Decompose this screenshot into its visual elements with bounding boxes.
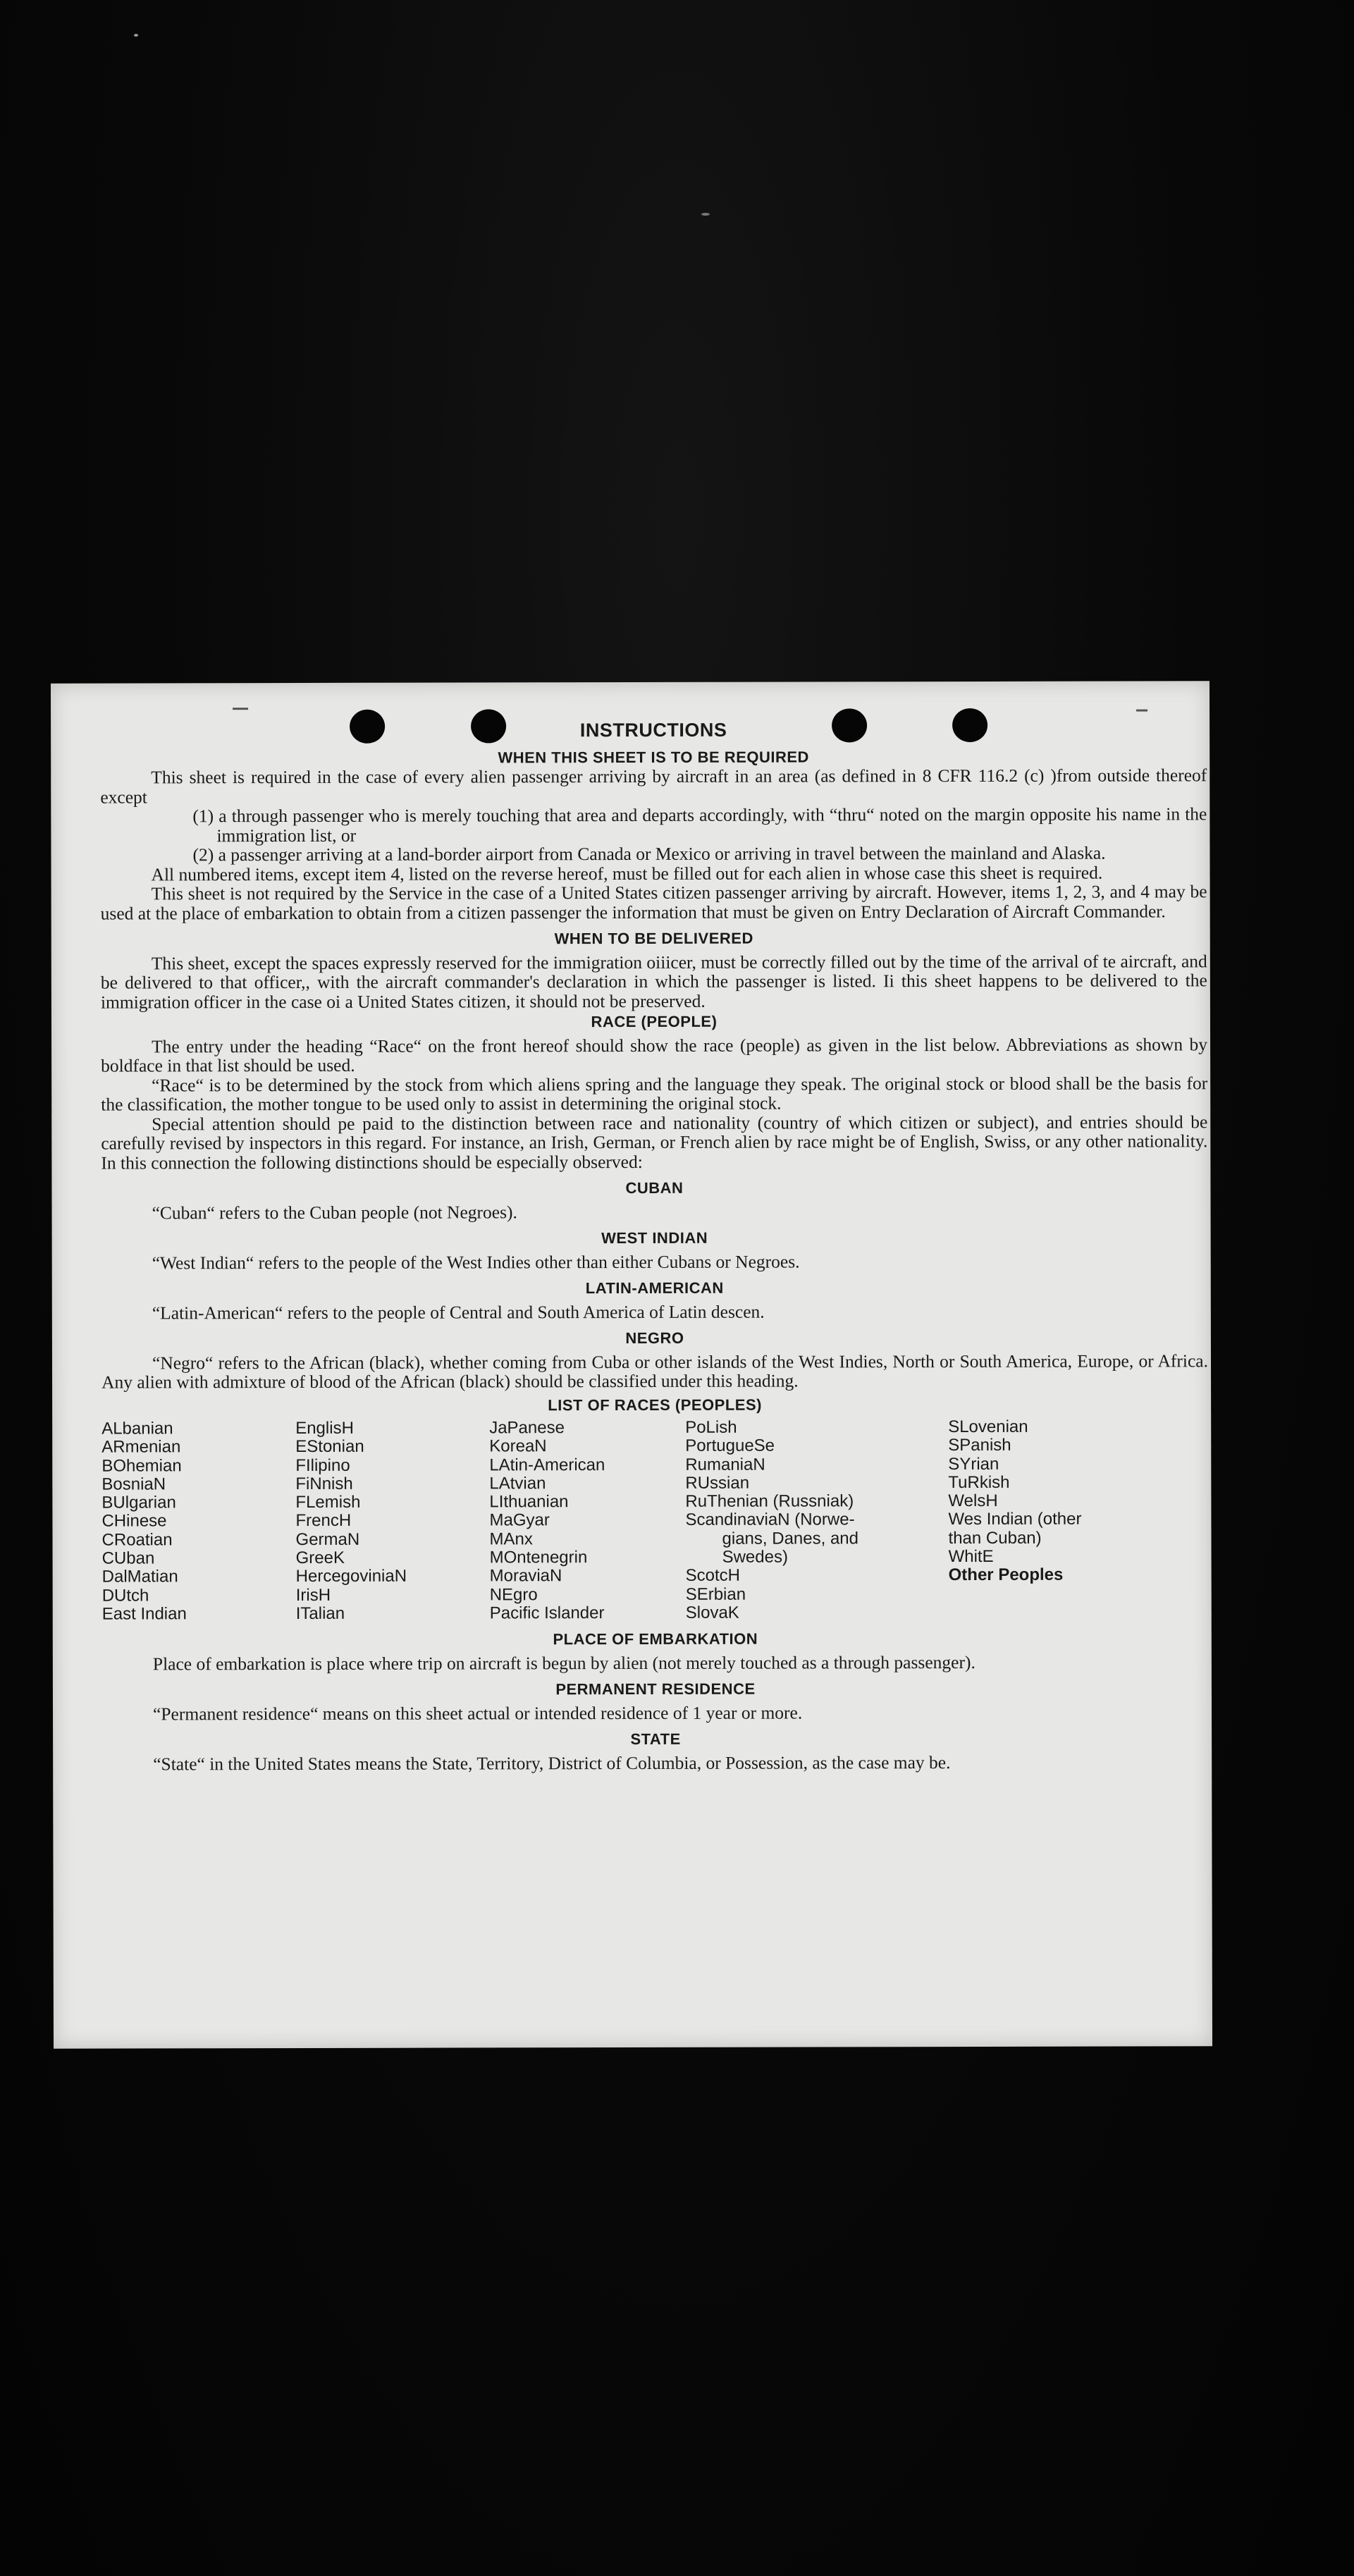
race-entry: NEgro [489,1584,538,1605]
race-entry: SPanish [948,1436,1011,1455]
sheet-title: INSTRUCTIONS [579,719,727,741]
race-entry: Swedes) [722,1547,788,1567]
race-entry: SlovaK [685,1603,739,1622]
heading-state: STATE [630,1730,681,1749]
race-entry: EStonian [295,1437,364,1457]
race-entry: IrisH [295,1585,331,1605]
race-entry: BOhemian [101,1455,182,1476]
race-entry: ARmenian [101,1437,181,1457]
heading-cuban: CUBAN [625,1178,684,1197]
paragraph: Special attention should pe paid to the distinction between race and nationality (country of which citizen or subject), and entries should be carefully revised by inspectors in this regard. For instance, an Irish, German, or French alien by race might be of English, Swiss, or any other nationality. In this connection the following distinctions should be especially observed: [101,1111,1208,1173]
race-entry: BosniaN [101,1474,166,1494]
list-item: (1) a through passenger who is merely touching that area and departs accordingly, with “thru“ noted on the margin opposite his name in the immigration list, or [192,803,1207,846]
scan-mark [1136,709,1147,711]
race-entry: DalMatian [101,1567,178,1586]
heading-list-of-races: LIST OF RACES (PEOPLES) [548,1395,762,1414]
race-entry: KoreaN [489,1436,547,1456]
race-entry: TuRkish [948,1472,1010,1492]
heading-permanent-residence: PERMANENT RESIDENCE [555,1680,756,1699]
race-entry: ITalian [295,1603,345,1623]
race-entry: ScotcH [685,1566,741,1586]
races-column-4 [685,1418,949,1622]
race-entry: than Cuban) [948,1528,1042,1548]
race-entry: East Indian [101,1604,187,1624]
race-entry: gians, Danes, and [722,1529,859,1548]
paragraph: This sheet, except the spaces expressly reserved for the immigration oiiicer, must be correctly filled out by the time of the arrival of te aircraft, and be delivered to that officer,, with the aircraft commander's declaration in which the passenger is listed. Ii this sheet happens to be delivered to the immigration officer in the case oi a United States citizen, it should not be preserved. [100,950,1207,1013]
paragraph: “Race“ is to be determined by the stock from which aliens spring and the language they speak. The original stock or blood shall be the basis for the classification, the mother tongue to be used only to assist in determining the original stock. [101,1072,1208,1115]
race-entry: SLovenian [948,1417,1028,1437]
race-entry: MaGyar [489,1510,550,1530]
scan-mark [233,708,248,710]
race-entry: SYrian [948,1454,999,1474]
paragraph: “Negro“ refers to the African (black), whether coming from Cuba or other islands of the West Indies, North or South America, Europe, or Africa. Any alien with admixture of blood of the African (black) should be classified under this heading. [101,1350,1209,1393]
heading-place-of-embarkation: PLACE OF EMBARKATION [553,1629,758,1648]
race-entry: SErbian [685,1584,746,1604]
race-entry: FIlipino [295,1455,350,1475]
race-entry: JaPanese [489,1418,565,1438]
race-entry: RuThenian (Russniak) [685,1491,854,1512]
heading-negro: NEGRO [625,1329,684,1348]
race-entry: CRoatian [101,1530,173,1550]
race-entry: LIthuanian [489,1492,569,1512]
race-entry: MOntenegrin [489,1548,588,1567]
races-column-1 [101,1419,296,1624]
paragraph: “Latin-American“ refers to the people of Central and South America of Latin descen. [152,1301,765,1323]
race-entry: RUssian [685,1473,750,1493]
race-entry: CHinese [101,1511,167,1532]
race-entry: ScandinaviaN (Norwe- [685,1510,855,1530]
list-item: (2) a passenger arriving at a land-border airport from Canada or Mexico or arriving in travel between the mainland and Alaska. [192,842,1106,865]
paragraph: This sheet is not required by the Service in the case of a United States citizen passenger arriving by aircraft. However, items 1, 2, 3, and 4 may be used at the place of embarkation to obtain from a citizen passenger the information that must be given on Entry Declaration of Aircraft Commander. [100,881,1207,924]
race-entry: MAnx [489,1529,533,1549]
race-entry: CUban [101,1548,155,1568]
race-entry: PoLish [685,1417,737,1437]
heading-when-delivered: WHEN TO BE DELIVERED [554,929,753,948]
heading-latin-american: LATIN-AMERICAN [585,1278,724,1298]
race-entry: FLemish [295,1492,361,1512]
heading-race: RACE (PEOPLE) [591,1012,718,1031]
race-entry: DUtch [101,1586,149,1606]
race-entry: LAtvian [489,1474,546,1493]
race-entry: FiNnish [295,1474,353,1493]
race-entry: GreeK [295,1548,345,1568]
heading-west-indian: WEST INDIAN [601,1228,708,1247]
race-entry: Pacific Islander [489,1603,605,1623]
races-column-3 [489,1419,686,1623]
race-entry: Wes Indian (other [948,1510,1082,1529]
paragraph: “Permanent residence“ means on this sheet actual or intended residence of 1 year or more. [153,1702,803,1725]
race-entry: WelsH [948,1491,998,1511]
paragraph: “West Indian“ refers to the people of the West Indies other than either Cubans or Negroes. [152,1251,800,1273]
race-entry: Other Peoples [948,1565,1064,1585]
race-entry: EnglisH [295,1418,354,1438]
paragraph: All numbered items, except item 4, listed on the reverse hereof, must be filled out for each alien in whose case this sheet is required. [151,862,1103,885]
race-entry: GermaN [295,1529,360,1549]
races-column-5 [948,1417,1160,1622]
instruction-sheet [51,681,1212,2048]
race-entry: LAtin-American [489,1455,605,1475]
race-entry: FrencH [295,1511,352,1531]
race-entry: HercegoviniaN [295,1567,407,1586]
paragraph: Place of embarkation is place where trip on aircraft is begun by alien (not merely touched as a through passenger). [152,1651,976,1675]
race-entry: MoraviaN [489,1566,562,1586]
races-table [101,1417,1209,1624]
race-entry: WhitE [948,1547,994,1567]
paragraph: This sheet is required in the case of every alien passenger arriving by aircraft in an area (as defined in 8 CFR 116.2 (c) )from outside thereof except [100,765,1207,808]
dust-speck [134,34,138,37]
dust-speck [701,213,710,216]
heading-when-required: WHEN THIS SHEET IS TO BE REQUIRED [498,747,809,766]
races-column-2 [295,1419,490,1623]
paragraph: The entry under the heading “Race“ on the front hereof should show the race (people) as given in the list below. Abbreviations as shown by boldface in that list should be used. [101,1033,1208,1076]
race-entry: RumaniaN [685,1455,765,1474]
paragraph: “State“ in the United States means the State, Territory, District of Columbia, or Possession, as the case may be. [153,1751,951,1775]
race-entry: PortugueSe [685,1436,775,1456]
paragraph: “Cuban“ refers to the Cuban people (not Negroes). [152,1201,517,1223]
sheet-text [100,720,1209,1774]
race-entry: BUlgarian [101,1493,176,1512]
race-entry: ALbanian [101,1419,173,1438]
